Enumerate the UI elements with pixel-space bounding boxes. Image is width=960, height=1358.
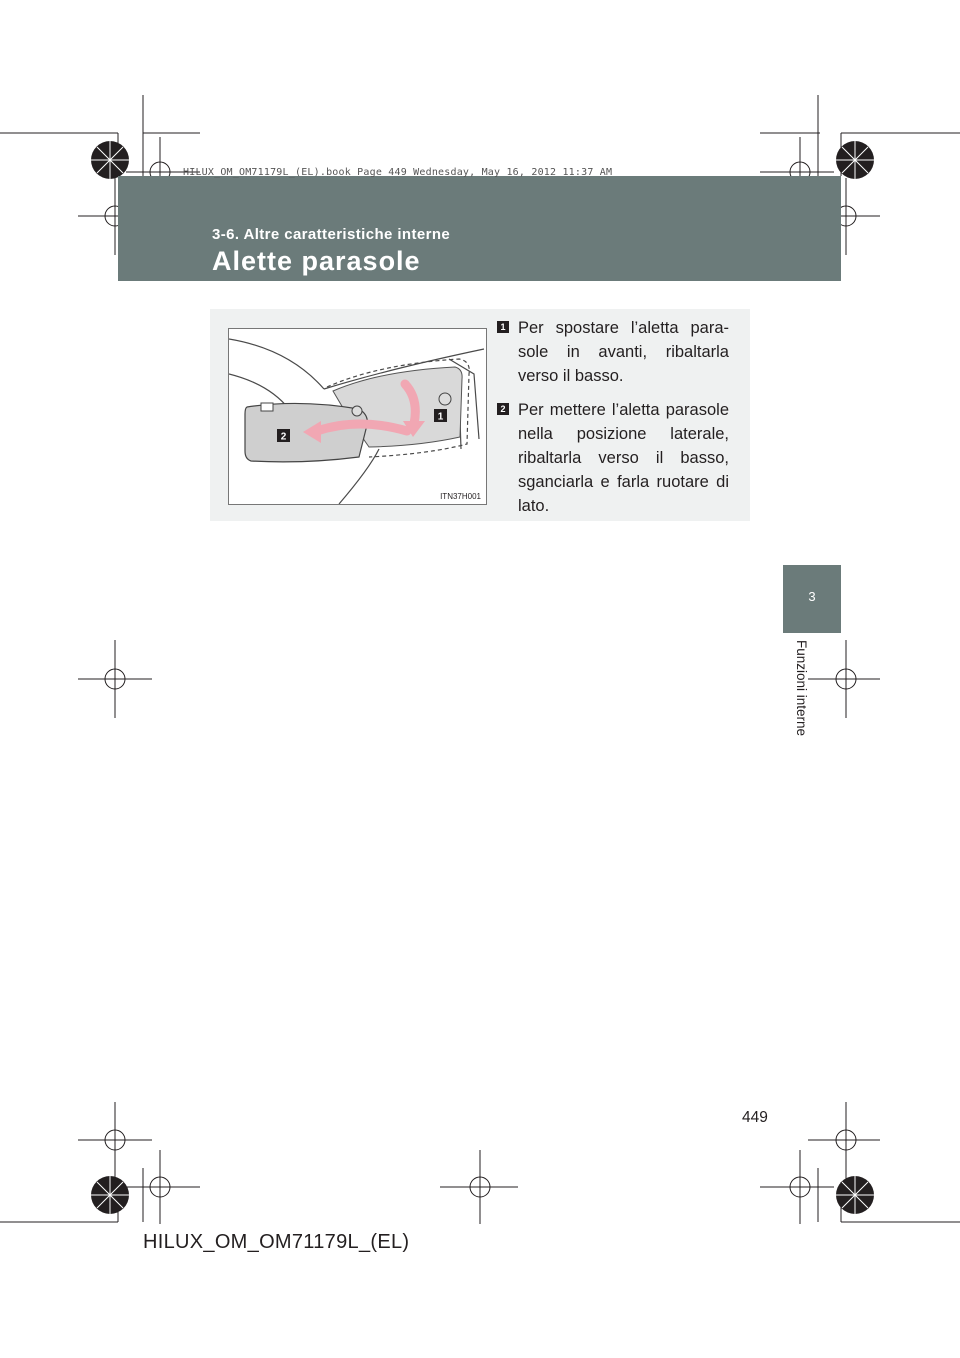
book-code: HILUX_OM_OM71179L_(EL) [143, 1231, 410, 1253]
step-marker: 1 [497, 321, 509, 333]
step-text: Per spostare l’aletta para-sole in avanti, ribaltarla verso il basso. [518, 319, 729, 385]
step-text: Per mettere l’aletta parasole nella posizione laterale, ribaltarla verso il basso, sganciarla e farla ruotare di lato. [518, 401, 729, 515]
section-label: 3-6. Altre caratteristiche interne [212, 226, 451, 243]
figure-callout-1: 1 [437, 411, 444, 423]
sun-visor-illustration [228, 328, 487, 505]
chapter-tab [783, 565, 841, 633]
instruction-steps [497, 316, 729, 528]
figure-code: ITN37H001 [440, 492, 481, 501]
chapter-label: Funzioni interne [794, 640, 809, 737]
step-2 [497, 398, 729, 518]
step-1 [497, 316, 729, 388]
step-marker: 2 [497, 403, 509, 415]
print-stamp: HILUX_OM_OM71179L_(EL).book Page 449 Wednesday, May 16, 2012 11:37 AM [183, 167, 613, 178]
figure-callout-2: 2 [280, 431, 287, 443]
page-title: Alette parasole [212, 246, 421, 276]
chapter-number: 3 [808, 589, 816, 604]
page-number: 449 [742, 1109, 768, 1126]
